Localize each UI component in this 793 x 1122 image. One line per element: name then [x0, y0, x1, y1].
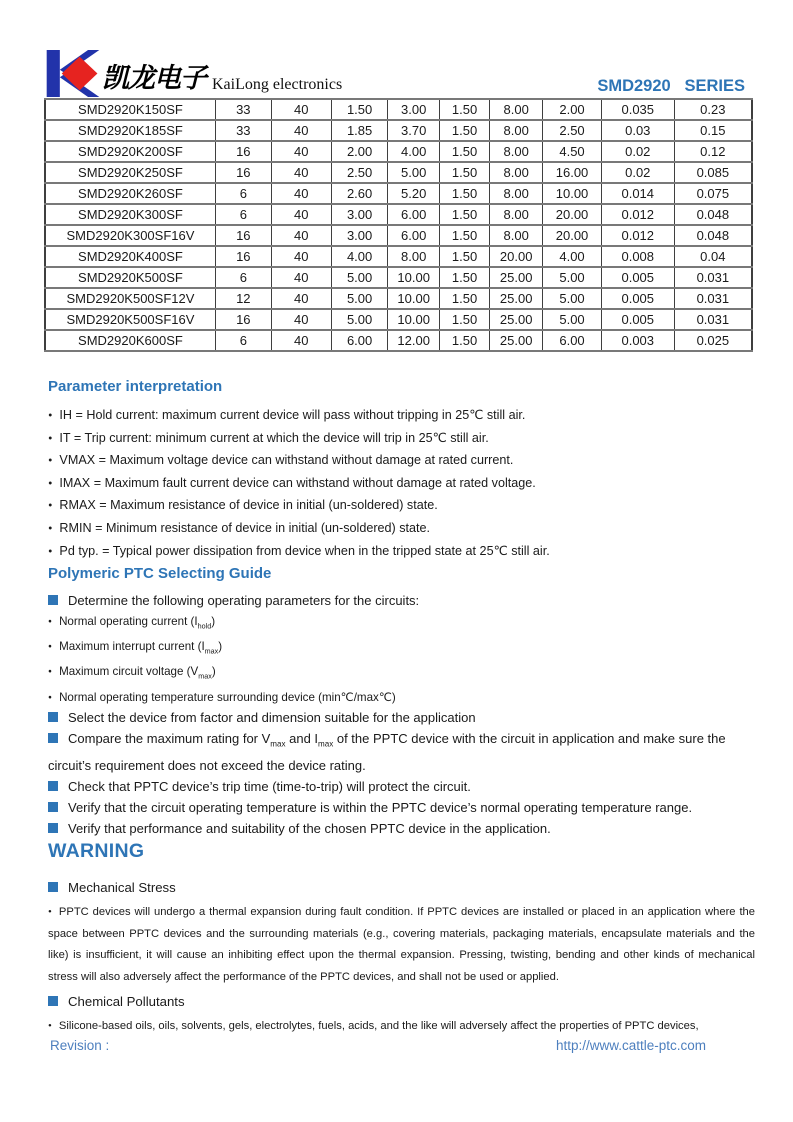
part-number-cell: SMD2920K260SF: [45, 183, 215, 204]
list-item-text: Chemical Pollutants: [68, 994, 185, 1010]
parameter-list: [44, 404, 755, 562]
value-cell: 40: [271, 183, 331, 204]
part-number-cell: SMD2920K600SF: [45, 330, 215, 351]
value-cell: 0.014: [601, 183, 674, 204]
value-cell: 16: [215, 141, 271, 162]
list-item: [44, 540, 755, 563]
value-cell: 5.00: [543, 309, 602, 330]
value-cell: 16: [215, 225, 271, 246]
value-cell: 8.00: [490, 141, 543, 162]
list-item-text: Compare the maximum rating for $V_{max}$ and $I_{max}$ of the PPTC device with the circuit in application and make sure the circuit’s requirement does not exceed the device rating.: [48, 731, 726, 773]
value-cell: 5.00: [543, 288, 602, 309]
value-cell: 5.00: [331, 267, 388, 288]
table-row: [45, 183, 752, 204]
value-cell: 16: [215, 309, 271, 330]
value-cell: 1.50: [439, 225, 489, 246]
list-item: [44, 878, 755, 898]
value-cell: 6.00: [388, 225, 440, 246]
selecting-guide-title: Polymeric PTC Selecting Guide: [48, 565, 272, 582]
list-item-text: PPTC devices will undergo a thermal expansion during fault condition. If PPTC devices are installed or placed in an application where the space between PPTC devices and the surrounding materials (e.g., covering materials, packaging materials, encapsulate materials and the like) is insufficient, it will cause an inhibiting effect upon the thermal expansion. Pressing, twisting, bending and other kinds of mechanical stress will also adversely affect the performance of the PPTC devices, and shall not be used or applied.: [48, 906, 755, 983]
list-item-text: IH = Hold current: maximum current device will pass without tripping in 25℃ still air.: [59, 408, 526, 422]
header: [0, 0, 793, 98]
list-item: [44, 591, 755, 612]
value-cell: 0.025: [674, 330, 752, 351]
list-item: [44, 819, 755, 840]
list-item-text: Normal operating temperature surrounding device (min℃/max℃): [59, 690, 396, 704]
value-cell: 20.00: [490, 246, 543, 267]
value-cell: 0.02: [601, 141, 674, 162]
value-cell: 0.085: [674, 162, 752, 183]
value-cell: 0.035: [601, 99, 674, 120]
list-item-text: Maximum interrupt current $(I_{max})$: [59, 640, 223, 656]
list-item-text: Maximum circuit voltage $(V_{max})$: [59, 665, 216, 681]
part-number-cell: SMD2920K250SF: [45, 162, 215, 183]
list-item: [44, 777, 755, 798]
value-cell: 5.00: [331, 309, 388, 330]
list-item-text: Silicone-based oils, oils, solvents, gels, electrolytes, fuels, acids, and the like will adversely affect the properties of PPTC devices,: [58, 1020, 699, 1033]
value-cell: 40: [271, 99, 331, 120]
list-item-text: RMAX = Maximum resistance of device in initial (un-soldered) state.: [59, 498, 438, 513]
list-item: [44, 472, 755, 495]
list-item: [44, 729, 755, 776]
table-row: [45, 267, 752, 288]
value-cell: 8.00: [490, 225, 543, 246]
table-row: [45, 162, 752, 183]
value-cell: 1.50: [439, 141, 489, 162]
value-cell: 16: [215, 246, 271, 267]
value-cell: 25.00: [490, 309, 543, 330]
selecting-guide-section: [44, 565, 755, 840]
value-cell: 20.00: [543, 204, 602, 225]
value-cell: 40: [271, 141, 331, 162]
logo-subtitle: KaiLong electronics: [212, 76, 343, 93]
value-cell: 3.70: [388, 120, 440, 141]
warning-section: [44, 840, 755, 1042]
table-row: [45, 288, 752, 309]
value-cell: 0.03: [601, 120, 674, 141]
value-cell: 1.50: [439, 162, 489, 183]
value-cell: 20.00: [543, 225, 602, 246]
value-cell: 3.00: [331, 204, 388, 225]
value-cell: 8.00: [490, 162, 543, 183]
list-item: [44, 992, 755, 1012]
dot-bullet-icon: •: [48, 454, 53, 467]
value-cell: 1.50: [439, 183, 489, 204]
dot-bullet-icon: •: [48, 691, 52, 703]
list-item-text: Normal operating current $(I_{hold})$: [59, 614, 216, 631]
list-item: [44, 662, 755, 687]
value-cell: 0.075: [674, 183, 752, 204]
value-cell: 25.00: [490, 288, 543, 309]
list-item-text: Pd typ. = Typical power dissipation from device when in the tripped state at 25℃ still air.: [59, 543, 550, 558]
value-cell: 2.00: [331, 141, 388, 162]
value-cell: 2.50: [543, 120, 602, 141]
value-cell: 40: [271, 309, 331, 330]
value-cell: 0.005: [601, 309, 674, 330]
dot-bullet-icon: •: [48, 499, 53, 512]
list-item-text: Select the device from factor and dimension suitable for the application: [68, 710, 476, 726]
value-cell: 6.00: [331, 330, 388, 351]
value-cell: 25.00: [490, 267, 543, 288]
value-cell: 5.20: [388, 183, 440, 204]
table-row: [45, 99, 752, 120]
value-cell: 1.50: [439, 204, 489, 225]
list-item: [44, 708, 755, 729]
value-cell: 1.50: [439, 330, 489, 351]
value-cell: 0.012: [601, 225, 674, 246]
dot-bullet-icon: •: [48, 522, 53, 534]
footer: [0, 1038, 793, 1058]
list-item: [44, 1016, 755, 1038]
table-row: [45, 225, 752, 246]
value-cell: 8.00: [490, 99, 543, 120]
value-cell: 40: [271, 246, 331, 267]
ratings-table-wrap: [44, 98, 753, 352]
list-item: [44, 637, 755, 662]
value-cell: 3.00: [388, 99, 440, 120]
list-item: [44, 688, 755, 709]
list-item: [44, 494, 755, 517]
value-cell: 33: [215, 120, 271, 141]
square-bullet-icon: [48, 802, 58, 812]
value-cell: 2.00: [543, 99, 602, 120]
value-cell: 4.00: [331, 246, 388, 267]
value-cell: 8.00: [490, 183, 543, 204]
part-number-cell: SMD2920K400SF: [45, 246, 215, 267]
part-number-cell: SMD2920K500SF: [45, 267, 215, 288]
value-cell: 12.00: [388, 330, 440, 351]
value-cell: 2.60: [331, 183, 388, 204]
ratings-table-body: [45, 99, 752, 351]
value-cell: 8.00: [388, 246, 440, 267]
value-cell: 10.00: [388, 267, 440, 288]
list-item: [44, 427, 755, 450]
value-cell: 40: [271, 162, 331, 183]
value-cell: 5.00: [331, 288, 388, 309]
value-cell: 4.50: [543, 141, 602, 162]
value-cell: 1.50: [439, 120, 489, 141]
value-cell: 6: [215, 183, 271, 204]
value-cell: 0.005: [601, 288, 674, 309]
series-title: SMD2920 SERIES: [597, 77, 745, 95]
dot-bullet-icon: •: [48, 476, 53, 489]
footer-url-link[interactable]: http://www.cattle-ptc.com: [555, 1038, 706, 1053]
value-cell: 0.12: [674, 141, 752, 162]
table-row: [45, 330, 752, 351]
value-cell: 16.00: [543, 162, 602, 183]
list-item-text: Check that PPTC device’s trip time (time-to-trip) will protect the circuit.: [68, 778, 471, 794]
value-cell: 4.00: [388, 141, 440, 162]
value-cell: 40: [271, 288, 331, 309]
list-item-text: Verify that performance and suitability of the chosen PPTC device in the application.: [68, 820, 551, 836]
value-cell: 8.00: [490, 120, 543, 141]
value-cell: 16: [215, 162, 271, 183]
value-cell: 10.00: [388, 288, 440, 309]
value-cell: 1.85: [331, 120, 388, 141]
parameter-interpretation-section: [44, 378, 755, 562]
value-cell: 6.00: [543, 330, 602, 351]
list-item: [44, 798, 755, 819]
value-cell: 3.00: [331, 225, 388, 246]
value-cell: 0.031: [674, 267, 752, 288]
value-cell: 5.00: [388, 162, 440, 183]
list-item: [44, 404, 755, 427]
dot-bullet-icon: •: [48, 641, 52, 653]
list-item-text: IMAX = Maximum fault current device can withstand without damage at rated voltage.: [59, 475, 536, 490]
value-cell: 0.048: [674, 204, 752, 225]
dot-bullet-icon: •: [48, 409, 53, 421]
ratings-table: [44, 98, 753, 352]
list-item-text: Verify that the circuit operating temperature is within the PPTC device’s normal operating temperature range.: [68, 799, 693, 815]
dot-bullet-icon: •: [48, 666, 52, 678]
kailong-logo-icon: [44, 50, 102, 97]
part-number-cell: SMD2920K300SF: [45, 204, 215, 225]
value-cell: 12: [215, 288, 271, 309]
table-row: [45, 246, 752, 267]
table-row: [45, 309, 752, 330]
value-cell: 0.003: [601, 330, 674, 351]
dot-bullet-icon: •: [48, 431, 53, 444]
square-bullet-icon: [48, 712, 58, 722]
list-item: [44, 612, 755, 637]
value-cell: 10.00: [388, 309, 440, 330]
square-bullet-icon: [48, 595, 58, 605]
warning-title: WARNING: [48, 840, 145, 862]
value-cell: 1.50: [439, 246, 489, 267]
value-cell: 1.50: [439, 309, 489, 330]
list-item: [44, 449, 755, 472]
value-cell: 40: [271, 267, 331, 288]
list-item: [44, 517, 755, 540]
value-cell: 0.048: [674, 225, 752, 246]
value-cell: 0.15: [674, 120, 752, 141]
dot-bullet-icon: •: [48, 1021, 52, 1032]
value-cell: 0.008: [601, 246, 674, 267]
list-item-text: Mechanical Stress: [68, 880, 176, 895]
square-bullet-icon: [48, 733, 58, 743]
list-item-text: Determine the following operating parameters for the circuits:: [68, 593, 420, 608]
value-cell: 40: [271, 330, 331, 351]
value-cell: 33: [215, 99, 271, 120]
value-cell: 2.50: [331, 162, 388, 183]
list-item-text: VMAX = Maximum voltage device can withstand without damage at rated current.: [59, 453, 514, 468]
value-cell: 40: [271, 225, 331, 246]
value-cell: 8.00: [490, 204, 543, 225]
table-row: [45, 204, 752, 225]
value-cell: 1.50: [439, 99, 489, 120]
list-item-text: IT = Trip current: minimum current at which the device will trip in 25℃ still air.: [59, 430, 489, 445]
value-cell: 0.02: [601, 162, 674, 183]
value-cell: 1.50: [439, 288, 489, 309]
value-cell: 0.005: [601, 267, 674, 288]
logo-chinese-text: 凯龙电子: [102, 63, 206, 94]
square-bullet-icon: [48, 823, 58, 833]
value-cell: 1.50: [331, 99, 388, 120]
dot-bullet-icon: •: [48, 544, 53, 557]
part-number-cell: SMD2920K500SF16V: [45, 309, 215, 330]
dot-bullet-icon: •: [48, 616, 52, 628]
table-row: [45, 120, 752, 141]
value-cell: 4.00: [543, 246, 602, 267]
value-cell: 40: [271, 120, 331, 141]
square-bullet-icon: [48, 781, 58, 791]
value-cell: 6: [215, 204, 271, 225]
part-number-cell: SMD2920K150SF: [45, 99, 215, 120]
part-number-cell: SMD2920K200SF: [45, 141, 215, 162]
part-number-cell: SMD2920K185SF: [45, 120, 215, 141]
value-cell: 6.00: [388, 204, 440, 225]
value-cell: 40: [271, 204, 331, 225]
square-bullet-icon: [48, 882, 58, 892]
value-cell: 5.00: [543, 267, 602, 288]
value-cell: 0.031: [674, 309, 752, 330]
selecting-guide-list: [44, 591, 755, 840]
table-row: [45, 141, 752, 162]
dot-bullet-icon: •: [48, 907, 52, 918]
parameter-interpretation-title: Parameter interpretation: [48, 378, 223, 395]
value-cell: 0.031: [674, 288, 752, 309]
value-cell: 6: [215, 330, 271, 351]
value-cell: 0.04: [674, 246, 752, 267]
revision-label: Revision :: [50, 1038, 110, 1053]
list-item-text: RMIN = Minimum resistance of device in initial (un-soldered) state.: [59, 520, 431, 535]
part-number-cell: SMD2920K500SF12V: [45, 288, 215, 309]
value-cell: 1.50: [439, 267, 489, 288]
list-item: [44, 902, 755, 988]
value-cell: 10.00: [543, 183, 602, 204]
value-cell: 25.00: [490, 330, 543, 351]
warning-list: [44, 878, 755, 1038]
value-cell: 6: [215, 267, 271, 288]
square-bullet-icon: [48, 996, 58, 1006]
value-cell: 0.23: [674, 99, 752, 120]
value-cell: 0.012: [601, 204, 674, 225]
part-number-cell: SMD2920K300SF16V: [45, 225, 215, 246]
